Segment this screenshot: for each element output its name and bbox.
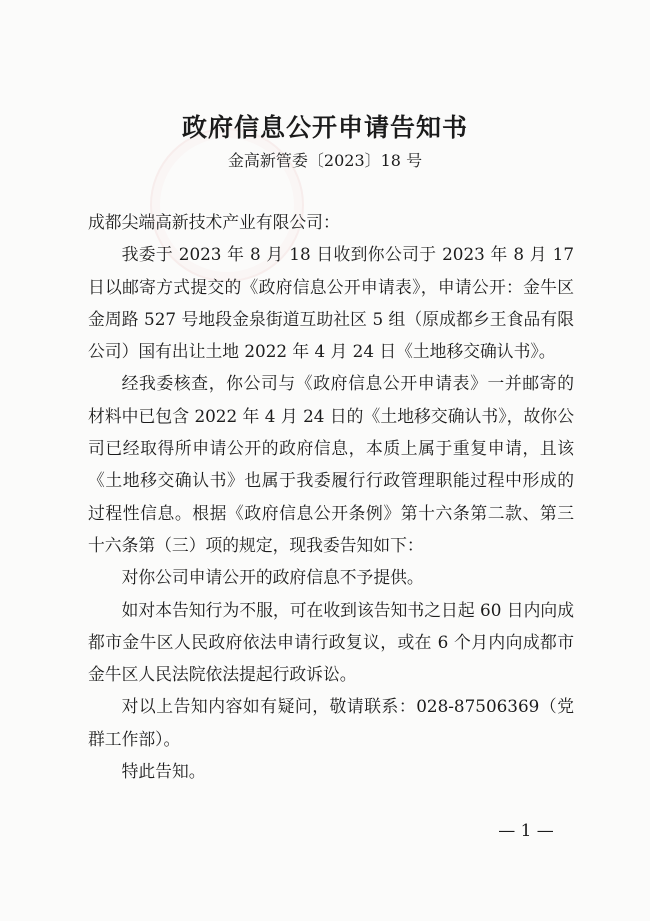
paragraph-receipt: 我委于 2023 年 8 月 18 日收到你公司于 2023 年 8 月 17 日以邮寄方式提交的《政府信息公开申请表》，申请公开：金牛区金周路 527 号地段金泉街道互助社区 5 组（原成都乡王食品有限公司）国有出让土地 2022 年 4 月 24 日《土地移交确认书》。 [88, 244, 574, 362]
document-title: 政府信息公开申请告知书 [181, 113, 468, 142]
document-number: 金高新管委〔2023〕18 号 [227, 151, 423, 170]
paragraph-closing: 特此告知。 [121, 761, 206, 782]
paragraph-contact: 对以上告知内容如有疑问，敬请联系：028-87506369（党群工作部）。 [88, 696, 574, 749]
paragraph-appeal-rights: 如对本告知行为不服，可在收到该告知书之日起 60 日内向成都市金牛区人民政府依法申请行政复议，或在 6 个月内向成都市金牛区人民法院依法提起行政诉讼。 [88, 599, 574, 685]
recipient-line: 成都尖端高新技术产业有限公司： [88, 212, 340, 232]
paragraph-verification: 经我委核查，你公司与《政府信息公开申请表》一并邮寄的材料中已包含 2022 年 4 月 24 日的《土地移交确认书》，故你公司已经取得所申请公开的政府信息，本质上属于重复申请，且该《土地移交确认书》也属于我委履行行政管理职能过程中形成的过程性信息。根据《政府信息公开条例》第十六条第二款、第三十六条第（三）项的规定，现我委告知如下： [88, 373, 574, 555]
page-number: — 1 — [498, 821, 554, 841]
paragraph-decision: 对你公司申请公开的政府信息不予提供。 [121, 567, 424, 588]
document-body [88, 206, 574, 787]
